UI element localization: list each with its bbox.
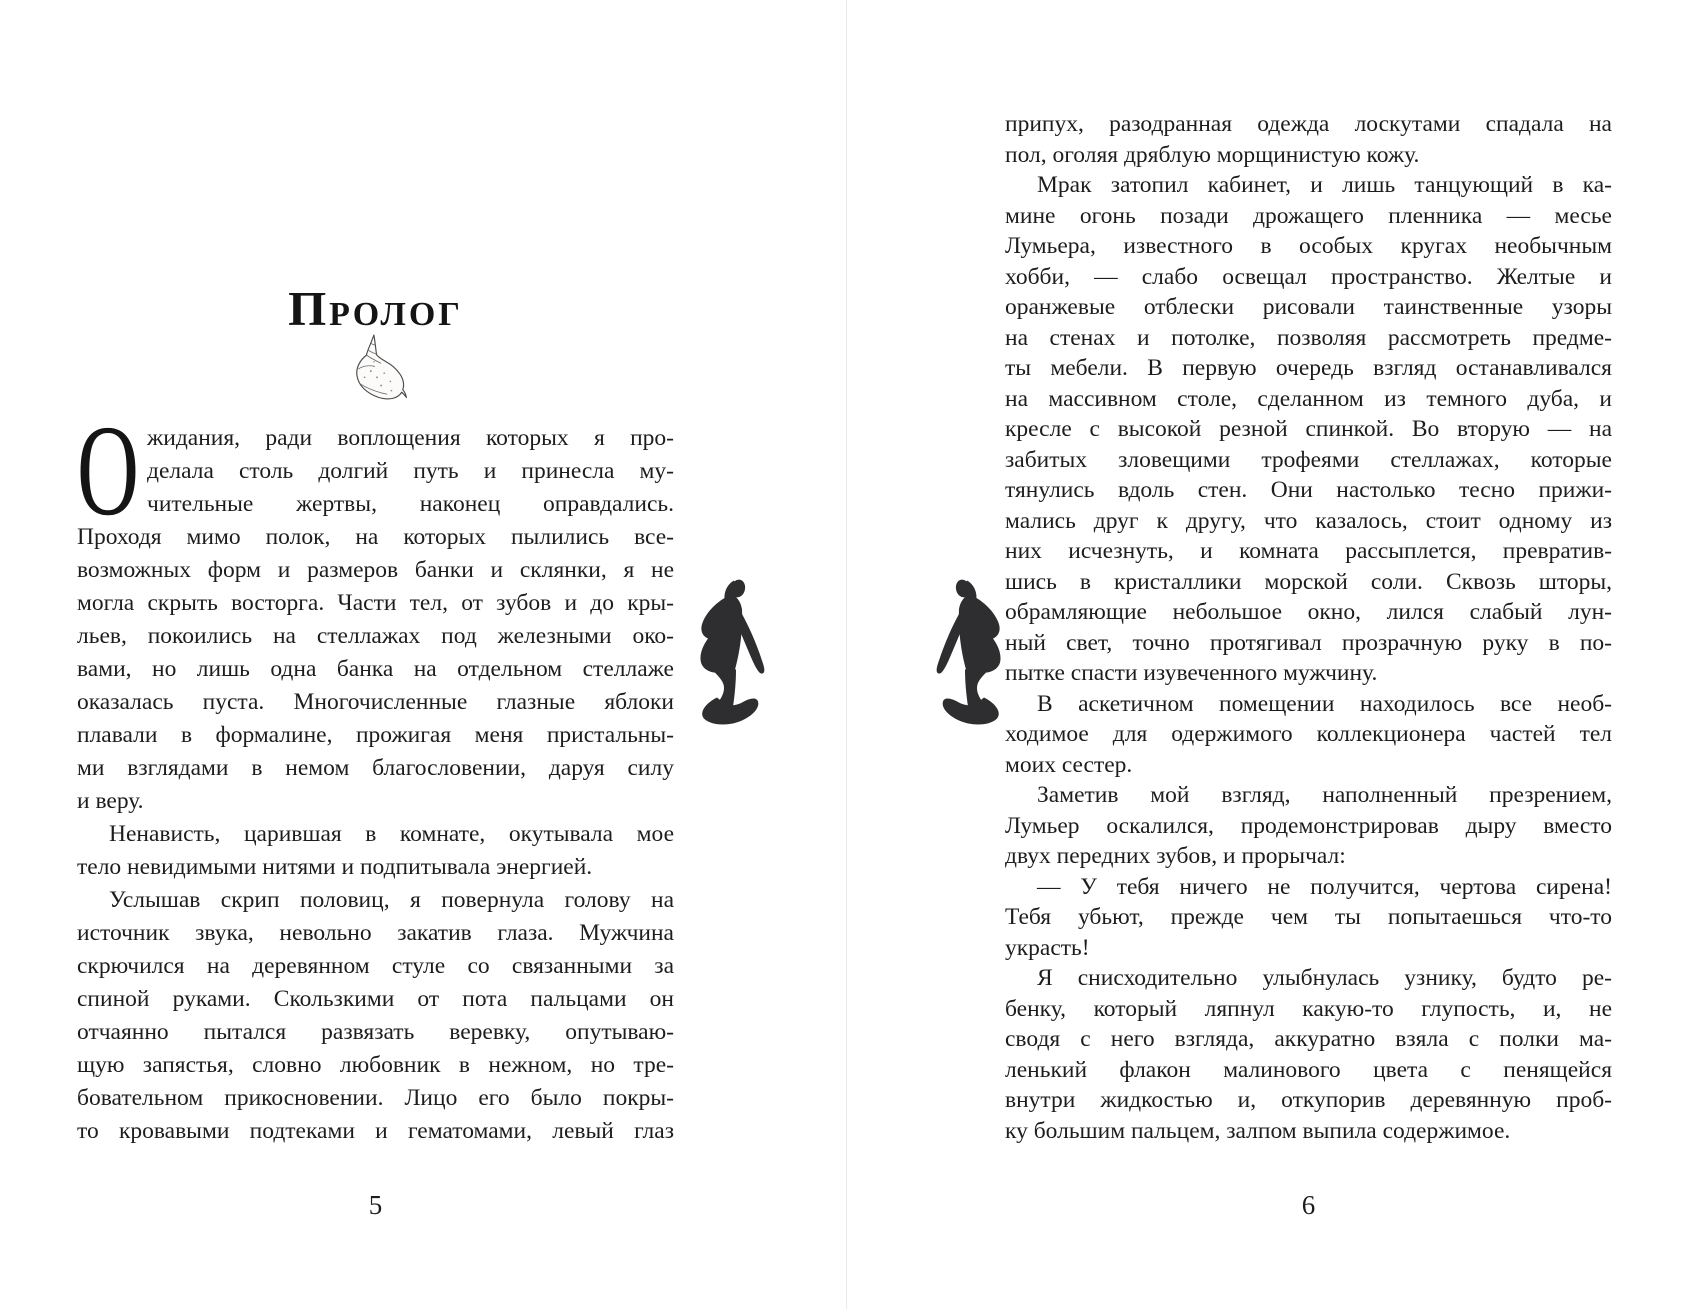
text-line: В аскетичном помещении находилось все необ- (1037, 690, 1612, 717)
text-line: украсть! (1005, 934, 1090, 961)
paragraph (77, 818, 674, 884)
text-line: — У тебя ничего не получится, чертова сирена! (1037, 873, 1612, 900)
text-line: могла скрыть восторга. Части тел, от зубов и до кры- (77, 590, 674, 616)
text-line: внутри жидкостью и, откупорив деревянную проб- (1005, 1087, 1612, 1113)
text-line: моих сестер. (1005, 751, 1133, 778)
text-line: ты мебели. В первую очередь взгляд останавливался (1005, 355, 1612, 381)
right-text-column (1005, 109, 1612, 1146)
text-line: тело невидимыми нитями и подпитывала энергией. (77, 854, 593, 880)
text-line: ный свет, точно протягивал прозрачную руку в по- (1005, 629, 1612, 656)
text-line: хобби, — слабо освещал пространство. Желтые и (1005, 263, 1612, 290)
text-line: Ненависть, царившая в комнате, окутывала мое (109, 821, 674, 847)
text-line: кресле с высокой резной спинкой. Во вторую — на (1005, 416, 1612, 442)
paragraph (1005, 872, 1612, 964)
seashell-illustration (346, 334, 408, 402)
page-number: 6 (1301, 1190, 1316, 1220)
text-line: мались друг к другу, что казалось, стоит одному из (1005, 507, 1612, 534)
text-line: Проходя мимо полок, на которых пылились все- (77, 524, 674, 550)
text-line: ку большим пальцем, залпом выпила содержимое. (1005, 1117, 1511, 1144)
paragraph (1005, 109, 1612, 170)
text-line: бенку, который ляпнул какую-то глупость, и, не (1005, 995, 1612, 1022)
text-line: Тебя убьют, прежде чем ты попытаешься что-то (1005, 904, 1612, 930)
text-line: и веру. (77, 788, 144, 814)
text-line: оранжевые отблески рисовали таинственные узоры (1005, 294, 1612, 320)
text-line: возможных форм и размеров банки и склянки, я не (77, 557, 674, 583)
drop-cap: О (77, 399, 139, 543)
text-line: льев, покоились на стеллажах под железными око- (77, 623, 674, 649)
text-line: источник звука, невольно закатив глаза. Мужчина (77, 920, 674, 946)
text-line: сводя с него взгляда, аккуратно взяла с полки ма- (1005, 1026, 1612, 1052)
text-line: Заметив мой взгляд, наполненный презрением, (1037, 782, 1612, 808)
page-number: 5 (368, 1190, 383, 1220)
text-line: ходимое для одержимого коллекционера частей тел (1005, 721, 1612, 747)
seashell-icon (346, 334, 408, 402)
text-line: шись в кристаллики морской соли. Сквозь шторы, (1005, 568, 1612, 595)
text-line: пол, оголяя дряблую морщинистую кожу. (1005, 141, 1420, 168)
text-line: двух передних зубов, и прорычал: (1005, 843, 1346, 869)
paragraph (77, 399, 674, 818)
text-line: на стенах и потолке, позволяя рассмотреть предме- (1005, 324, 1612, 351)
text-line: тянулись вдоль стен. Они настолько тесно прижи- (1005, 477, 1612, 503)
text-line: Услышав скрип половиц, я повернула голову на (109, 887, 674, 913)
text-line: жидания, ради воплощения которых я про- (147, 425, 674, 451)
text-line: них исчезнуть, и комната рассыплется, превратив- (1005, 538, 1612, 564)
text-line: плавали в формалине, прожигая меня пристальны- (77, 722, 674, 748)
left-text-column (77, 399, 674, 1148)
mermaid-silhouette-left (698, 577, 768, 728)
text-line: на массивном столе, сделанном из темного дуба, и (1005, 385, 1612, 412)
text-line: чительные жертвы, наконец оправдались. (147, 491, 674, 517)
chapter-title: Пролог (288, 280, 463, 336)
text-line: Я снисходительно улыбнулась узнику, будто ре- (1037, 965, 1612, 991)
text-line: Мрак затопил кабинет, и лишь танцующий в ка- (1037, 172, 1612, 198)
paragraph (1005, 780, 1612, 872)
text-line: припух, разодранная одежда лоскутами спадала на (1005, 111, 1612, 137)
text-line: Лумьера, известного в особых кругах необычным (1005, 233, 1612, 259)
text-line: ленький флакон малинового цвета с пенящейся (1005, 1056, 1612, 1083)
paragraph (77, 884, 674, 1148)
text-line: забитых зловещими трофеями стеллажах, которые (1005, 446, 1612, 473)
text-line: делала столь долгий путь и принесла му- (147, 458, 674, 484)
text-line: вами, но лишь одна банка на отдельном стеллаже (77, 656, 674, 682)
text-line: пытке спасти изувеченного мужчину. (1005, 660, 1378, 686)
text-line: обрамляющие небольшое окно, лился слабый лун- (1005, 599, 1612, 625)
text-line: мине огонь позади дрожащего пленника — месье (1005, 202, 1612, 229)
text-line: Лумьер оскалился, продемонстрировав дыру вместо (1005, 812, 1612, 839)
text-line: то кровавыми подтеками и гематомами, левый глаз (77, 1118, 674, 1144)
paragraph (1005, 689, 1612, 781)
mermaid-silhouette-right (933, 577, 1003, 728)
paragraph (1005, 170, 1612, 689)
text-line: бовательном прикосновении. Лицо его было покры- (77, 1085, 674, 1111)
text-line: скрючился на деревянном стуле со связанными за (77, 953, 674, 979)
text-line: отчаянно пытался развязать веревку, опутываю- (77, 1019, 674, 1045)
text-line: ми взглядами в немом благословении, даруя силу (77, 755, 674, 781)
text-line: спиной руками. Скользкими от пота пальцами он (77, 986, 674, 1012)
text-line: оказалась пуста. Многочисленные глазные яблоки (77, 689, 674, 715)
paragraph (1005, 963, 1612, 1146)
text-line: щую запястья, словно любовник в нежном, но тре- (77, 1052, 674, 1078)
